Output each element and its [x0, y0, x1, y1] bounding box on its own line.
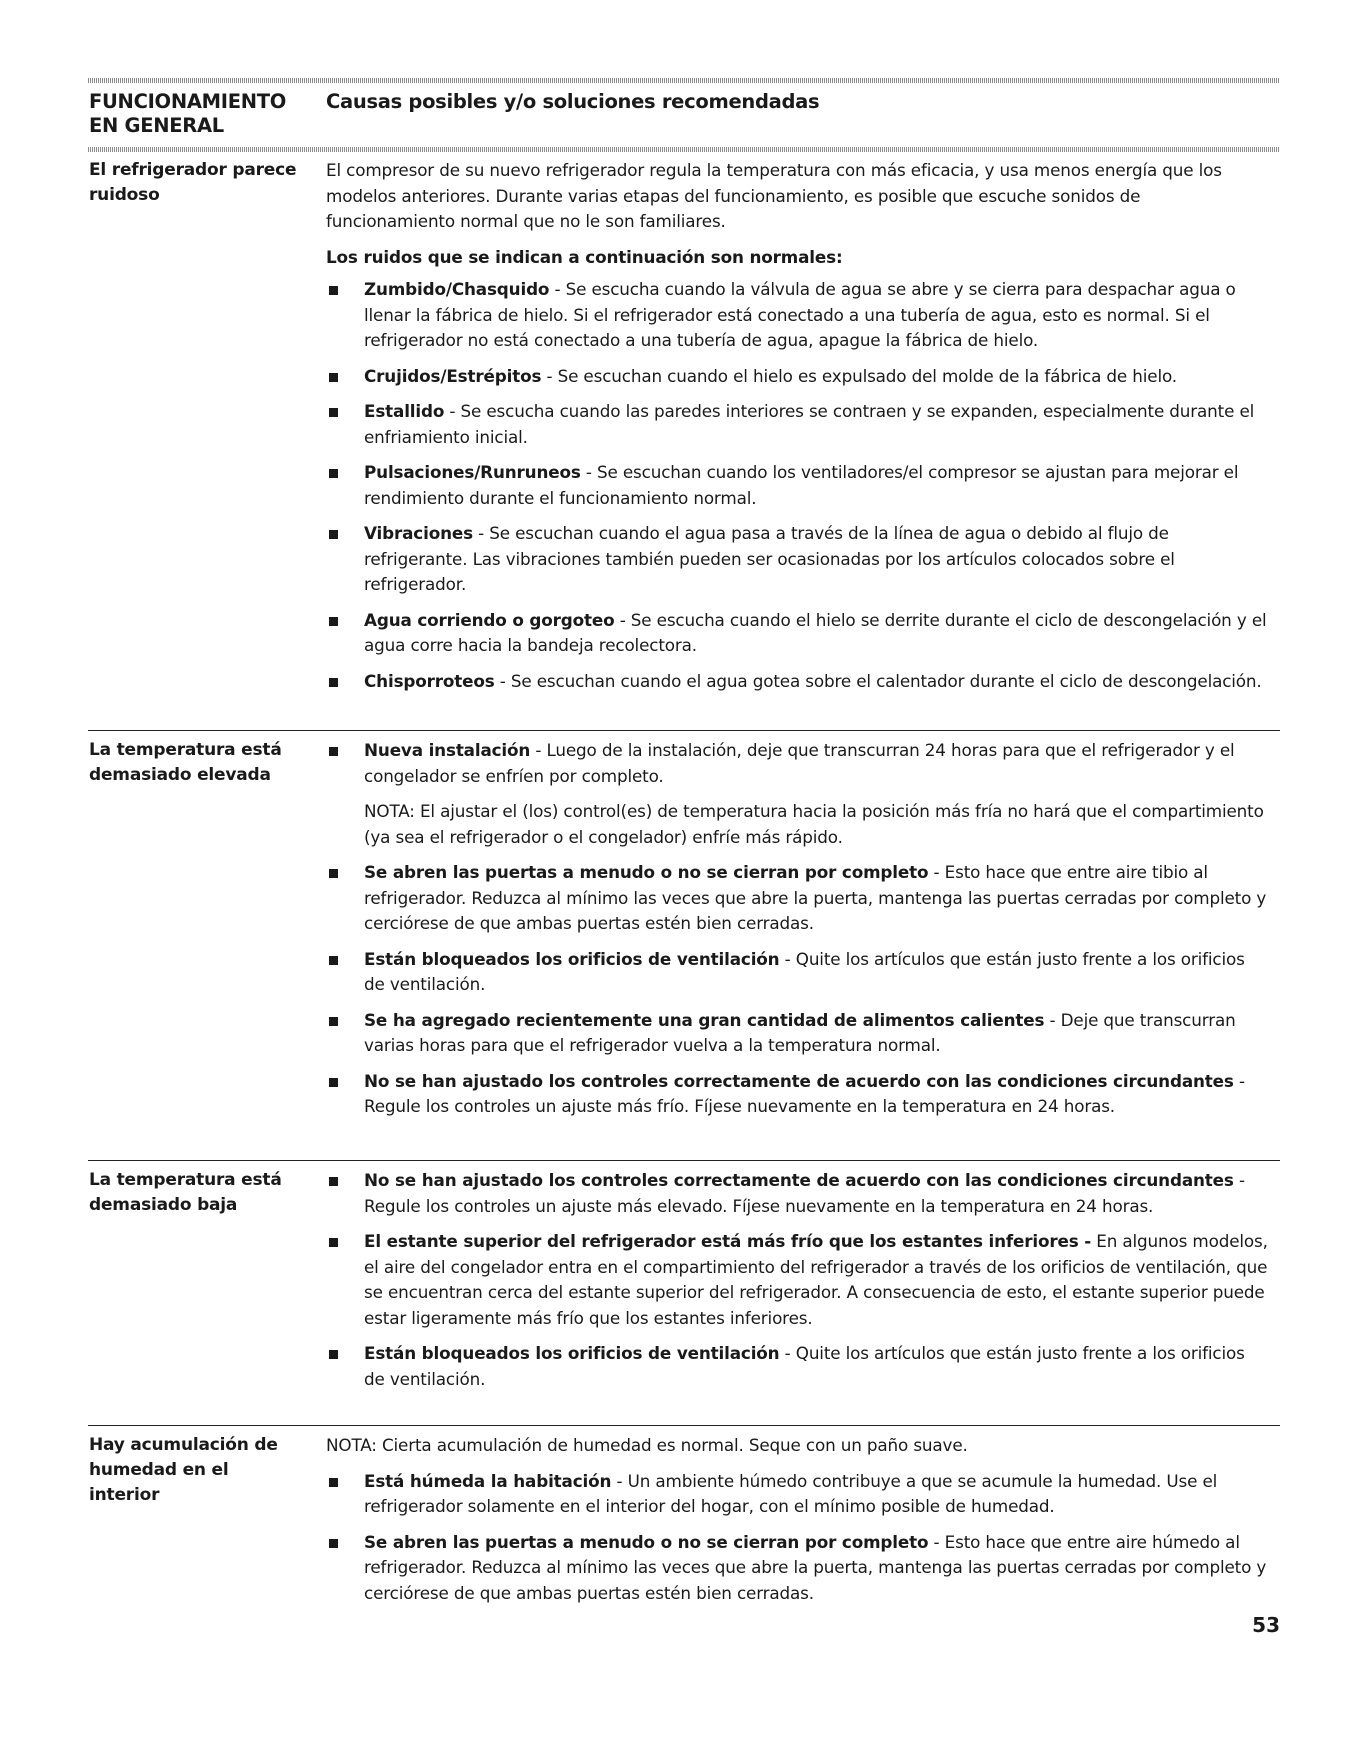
item-text: - Luego de la instalación, deje que transcurran 24 horas para que el refrigerador y el congelador se enfríen por completo. — [364, 740, 1235, 786]
square-bullet-icon — [329, 678, 338, 687]
list-item — [326, 669, 1270, 695]
item-text: - Se escucha cuando el hielo se derrite durante el ciclo de descongelación y el agua corre hacia la bandeja recolectora. — [364, 609, 1267, 655]
section-title: La temperatura está demasiado elevada — [89, 740, 282, 785]
top-dotted-rule — [88, 78, 1280, 83]
item-lead: Se abren las puertas a menudo o no se cierran por completo — [364, 1531, 929, 1552]
square-bullet-icon — [329, 1350, 338, 1359]
item-lead: Está húmeda la habitación — [364, 1470, 612, 1491]
section-divider — [88, 1425, 1280, 1426]
list-item — [326, 460, 1270, 511]
item-text: - Quite los artículos que están justo frente a los orificios de ventilación. — [364, 1343, 1245, 1389]
column-header-causes-solutions: Causas posibles y/o soluciones recomendadas — [326, 90, 820, 113]
item-lead: Zumbido/Chasquido — [364, 279, 550, 299]
section-body — [326, 1433, 1270, 1616]
list-item — [326, 277, 1270, 354]
item-text: - Quite los artículos que están justo frente a los orificios de ventilación. — [364, 948, 1245, 994]
list-item — [326, 1008, 1270, 1059]
item-text: - Un ambiente húmedo contribuye a que se acumule la humedad. Use el refrigerador solamente en el interior del hogar, con el mínimo posible de humedad. — [364, 1470, 1218, 1516]
square-bullet-icon — [329, 1478, 338, 1487]
item-lead: Están bloqueados los orificios de ventilación — [364, 1343, 780, 1363]
item-lead: Chisporroteos — [364, 670, 495, 691]
column-header-general-operation: FUNCIONAMIENTO EN GENERAL — [89, 90, 287, 137]
square-bullet-icon — [329, 869, 338, 878]
square-bullet-icon — [329, 408, 338, 417]
list-item — [326, 1229, 1270, 1331]
section-divider — [88, 730, 1280, 731]
section-subheading: Los ruidos que se indican a continuación son normales: — [326, 246, 843, 267]
item-lead: No se han ajustado los controles correctamente de acuerdo con las condiciones circundantes — [364, 1070, 1234, 1091]
square-bullet-icon — [329, 1078, 338, 1087]
item-lead: Se ha agregado recientemente una gran cantidad de alimentos calientes — [364, 1009, 1045, 1030]
item-text: - Esto hace que entre aire tibio al refrigerador. Reduzca al mínimo las veces que abre la puerta, mantenga las puertas cerradas por completo y cerciórese de que ambas puertas estén bien cerradas. — [364, 862, 1267, 933]
item-lead: Vibraciones — [364, 523, 473, 543]
section-divider — [88, 1160, 1280, 1161]
square-bullet-icon — [329, 617, 338, 626]
item-text: - Se escucha cuando las paredes interiores se contraen y se expanden, especialmente durante el enfriamiento inicial. — [364, 401, 1255, 447]
section-intro: El compresor de su nuevo refrigerador regula la temperatura con más eficacia, y usa menos energía que los modelos anteriores. Durante varias etapas del funcionamiento, es posible que escuche sonidos de funcionamiento normal que no le son familiares. — [326, 160, 1222, 231]
item-lead: Pulsaciones/Runruneos — [364, 462, 581, 482]
item-text: - Deje que transcurran varias horas para que el refrigerador vuelva a la temperatura normal. — [364, 1009, 1236, 1055]
section-intro: NOTA: Cierta acumulación de humedad es normal. Seque con un paño suave. — [326, 1435, 968, 1455]
item-lead: Crujidos/Estrépitos — [364, 365, 542, 386]
list-item — [326, 1341, 1270, 1392]
page-number: 53 — [1252, 1613, 1280, 1637]
square-bullet-icon — [329, 1238, 338, 1247]
section-body — [326, 1168, 1270, 1402]
note-item — [326, 799, 1270, 850]
section-title: La temperatura está demasiado baja — [89, 1170, 282, 1215]
list-item — [326, 947, 1270, 998]
item-lead: No se han ajustado los controles correctamente de acuerdo con las condiciones circundantes — [364, 1170, 1234, 1190]
item-lead: El estante superior del refrigerador está más frío que los estantes inferiores - — [364, 1231, 1092, 1251]
item-lead: Nueva instalación — [364, 740, 531, 760]
square-bullet-icon — [329, 1177, 338, 1186]
square-bullet-icon — [329, 469, 338, 478]
item-text: - Se escuchan cuando el hielo es expulsado del molde de la fábrica de hielo. — [541, 365, 1177, 386]
item-lead: Estallido — [364, 401, 445, 421]
list-item — [326, 1530, 1270, 1607]
square-bullet-icon — [329, 956, 338, 965]
item-text: - Regule los controles un ajuste más elevado. Fíjese nuevamente en la temperatura en 24 horas. — [364, 1170, 1245, 1216]
list-item — [326, 399, 1270, 450]
square-bullet-icon — [329, 530, 338, 539]
list-item — [326, 1469, 1270, 1520]
list-item — [326, 521, 1270, 598]
list-item — [326, 1069, 1270, 1120]
item-lead: Están bloqueados los orificios de ventilación — [364, 948, 780, 969]
list-item — [326, 364, 1270, 390]
section-title: Hay acumulación de humedad en el interior — [89, 1435, 278, 1505]
item-text: - Esto hace que entre aire húmedo al refrigerador. Reduzca al mínimo las veces que abre la puerta, mantenga las puertas cerradas por completo y cerciórese de que ambas puertas estén bien cerradas. — [364, 1531, 1267, 1603]
note-text: NOTA: El ajustar el (los) control(es) de temperatura hacia la posición más fría no hará que el compartimiento (ya sea el refrigerador o el congelador) enfríe más rápido. — [364, 801, 1264, 847]
square-bullet-icon — [329, 747, 338, 756]
item-text: - Se escuchan cuando el agua pasa a través de la línea de agua o debido al flujo de refrigerante. Las vibraciones también pueden ser ocasionadas por los artículos colocados sobre el refrigerador. — [364, 523, 1175, 594]
section-title: El refrigerador parece ruidoso — [89, 160, 297, 205]
section-body — [326, 158, 1270, 704]
item-text: - Se escucha cuando la válvula de agua se abre y se cierra para despachar agua o llenar la fábrica de hielo. Si el refrigerador está conectado a una tubería de agua, esto es normal. Si el refrigerador no está conectado a una tubería de agua, apague la fábrica de hielo. — [364, 279, 1236, 350]
list-item — [326, 860, 1270, 937]
item-text: En algunos modelos, el aire del congelador entra en el compartimiento del refrigerador a través de los orificios de ventilación, que se encuentran cerca del estante superior del refrigerador. A consecuencia de esto, el estante superior puede estar ligeramente más frío que los estantes inferiores. — [364, 1231, 1268, 1328]
list-item — [326, 1168, 1270, 1219]
square-bullet-icon — [329, 373, 338, 382]
section-body — [326, 738, 1270, 1130]
item-text: - Se escuchan cuando el agua gotea sobre el calentador durante el ciclo de descongelación. — [494, 670, 1262, 691]
header-dotted-rule — [88, 147, 1280, 152]
square-bullet-icon — [329, 286, 338, 295]
list-item — [326, 608, 1270, 659]
item-lead: Se abren las puertas a menudo o no se cierran por completo — [364, 862, 929, 882]
item-text: - Se escuchan cuando los ventiladores/el compresor se ajustan para mejorar el rendimiento durante el funcionamiento normal. — [364, 462, 1239, 508]
item-text: - Regule los controles un ajuste más frío. Fíjese nuevamente en la temperatura en 24 horas. — [364, 1070, 1245, 1116]
square-bullet-icon — [329, 1539, 338, 1548]
square-bullet-icon — [329, 1017, 338, 1026]
item-lead: Agua corriendo o gorgoteo — [364, 609, 615, 630]
list-item — [326, 738, 1270, 789]
